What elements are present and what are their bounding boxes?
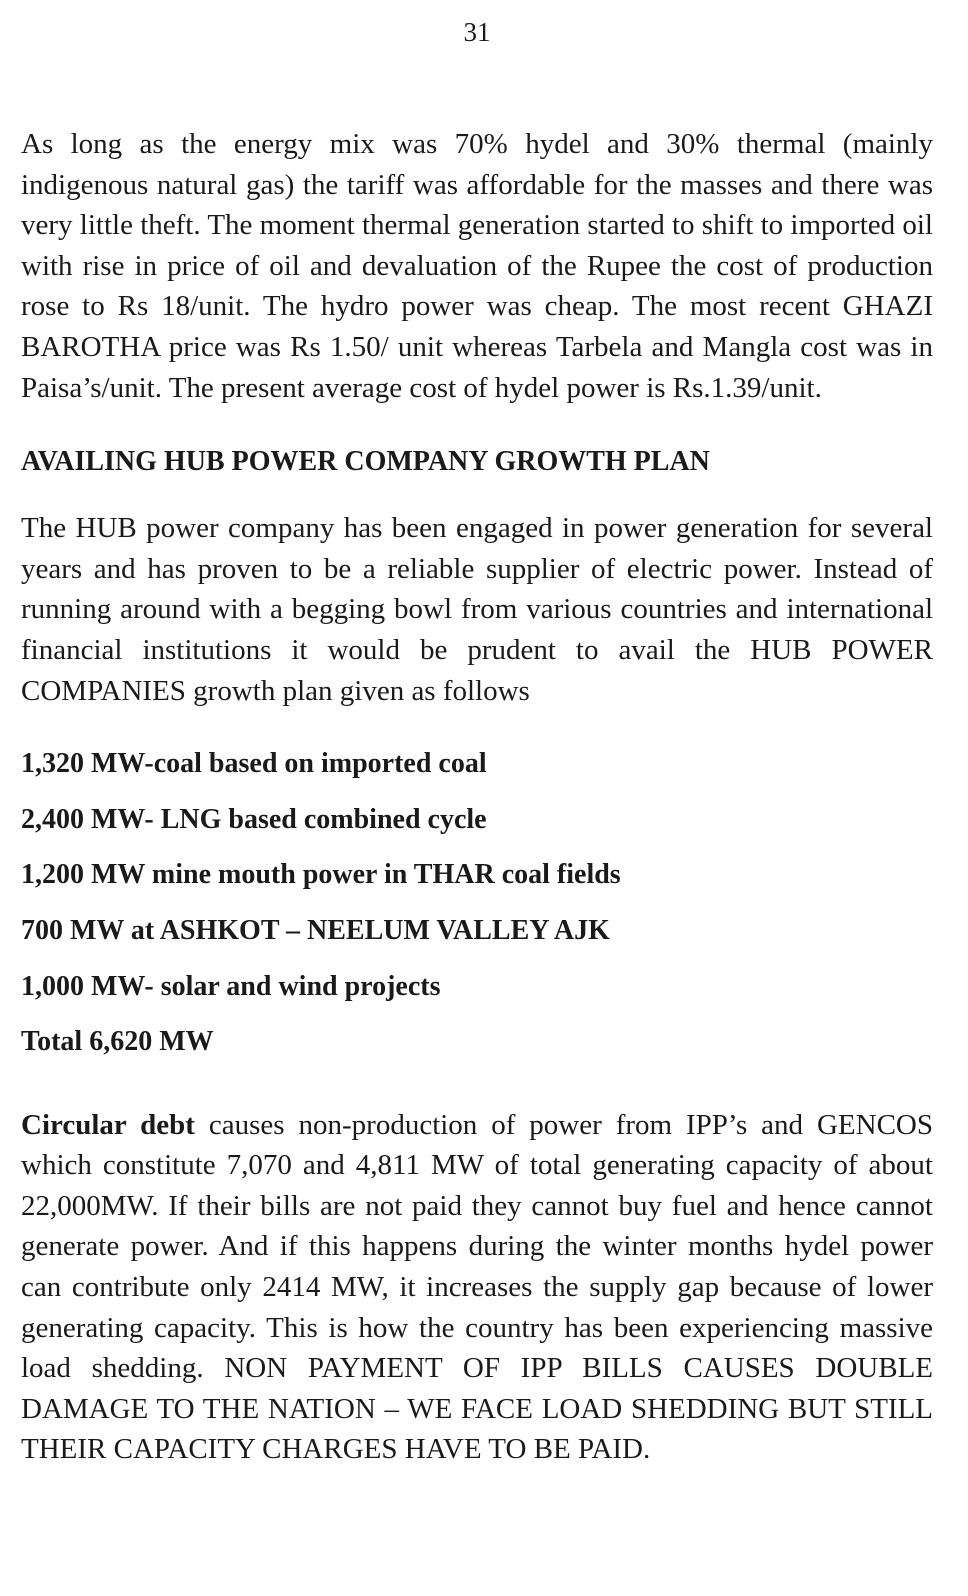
section-heading: AVAILING HUB POWER COMPANY GROWTH PLAN: [21, 446, 710, 478]
page-number: 31: [463, 17, 491, 47]
list-item: 2,400 MW- LNG based combined cycle: [21, 803, 487, 835]
list-item: 700 MW at ASHKOT – NEELUM VALLEY AJK: [21, 914, 610, 946]
circular-debt-text: causes non-production of power from IPP’s and GENCOS which constitute 7,070 and 4,811 MW of total generating capacity of about 22,000MW. If their bills are not paid they cannot buy fuel and hence cannot generate power. And if this happens during the winter months hydel power can contribute only 2414 MW, it increases the supply gap because of lower generating capacity. This is how the country has been experiencing massive load shedding. NON PAYMENT OF IPP BILLS CAUSES DOUBLE DAMAGE TO THE NATION – WE FACE LOAD SHEDDING BUT STILL THEIR CAPACITY CHARGES HAVE TO BE PAID.: [21, 1108, 933, 1466]
list-item-total: Total 6,620 MW: [21, 1026, 214, 1058]
growth-plan-list: [21, 747, 933, 1081]
paragraph-energy-mix: As long as the energy mix was 70% hydel and 30% thermal (mainly indigenous natural gas) the tariff was affordable for the masses and there was very little theft. The moment thermal generation started to shift to imported oil with rise in price of oil and devaluation of the Rupee the cost of production rose to Rs 18/unit. The hydro power was cheap. The most recent GHAZI BAROTHA price was Rs 1.50/ unit whereas Tarbela and Mangla cost was in Paisa’s/unit. The present average cost of hydel power is Rs.1.39/unit.: [21, 128, 933, 404]
circular-debt-lead: Circular debt: [21, 1108, 195, 1141]
paragraph-circular-debt: [21, 1105, 933, 1470]
page: [21, 0, 933, 1470]
list-item: 1,200 MW mine mouth power in THAR coal fields: [21, 859, 621, 891]
list-item: 1,000 MW- solar and wind projects: [21, 970, 441, 1002]
paragraph-hub-power: The HUB power company has been engaged in power generation for several years and has proven to be a reliable supplier of electric power. Instead of running around with a begging bowl from various countries and international financial institutions it would be prudent to avail the HUB POWER COMPANIES growth plan given as follows: [21, 512, 933, 707]
list-item: 1,320 MW-coal based on imported coal: [21, 748, 487, 780]
